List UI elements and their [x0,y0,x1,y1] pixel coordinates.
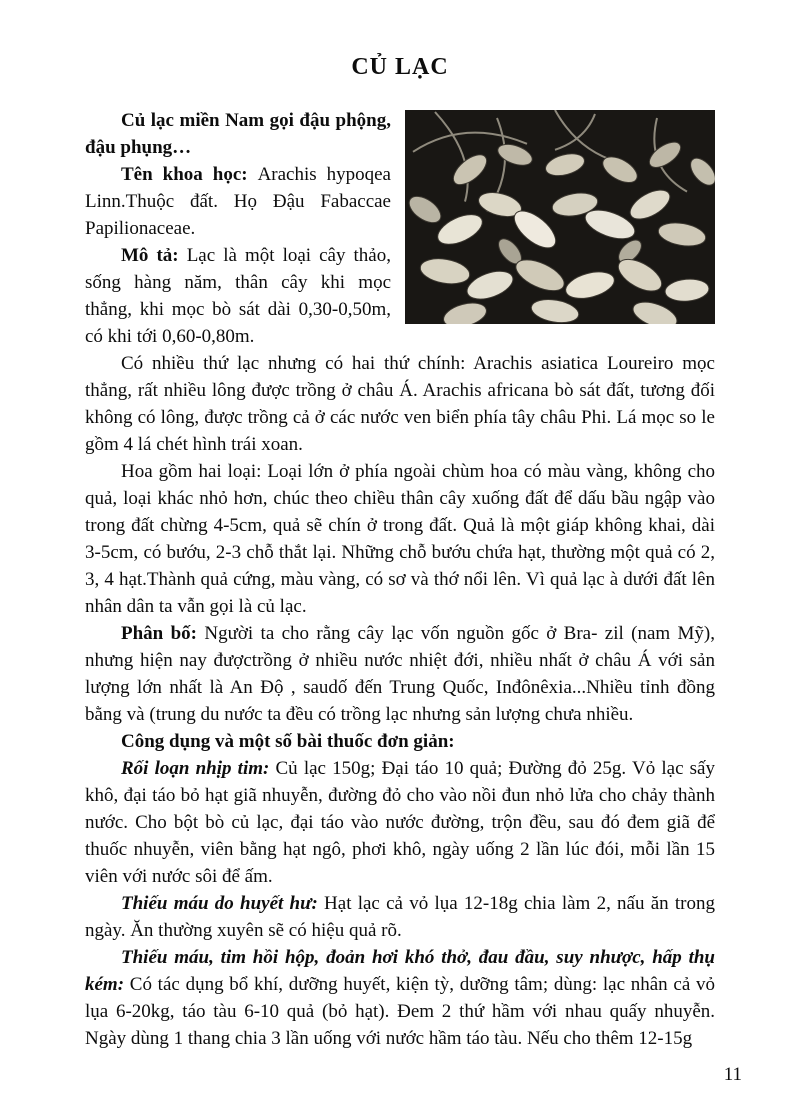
p-roi-loan-nhip-tim [85,755,715,890]
p-thieu-mau-tim-hoi-hop-lead: Thiếu máu, tim hồi hộp, đoản hơi khó thở, đau đầu, suy nhược, hấp thụ kém: [85,947,715,995]
p-mo-ta-text: Lạc là một loại cây thảo, sống hàng năm, thân cây khi mọc thẳng, khi mọc bò sát dài 0,30-0,50m, có khi tới 0,60-0,80m. [85,245,391,347]
page-title: CỦ LẠC [351,54,449,80]
p-mo-ta-lead: Mô tả: [121,245,187,266]
p-ten-khoa-hoc-text: Arachis hypoqea Linn.Thuộc đất. Họ Đậu Fabaccae Papilionaceae. [85,164,391,239]
p-cac-thu-lac-text: Có nhiều thứ lạc nhưng có hai thứ chính: Arachis asiatica Loureiro mọc thẳng, rất nhiều lông được trồng ở châu Á. Arachis africana bò sát đất, tương đối không có lông, được trồng cả ở các nước ven biển phía tây châu Phi. Lá mọc so le gồm 4 lá chét hình trái xoan. [85,353,715,455]
p-hoa-qua-text: Hoa gồm hai loại: Loại lớn ở phía ngoài chùm hoa có màu vàng, không cho quả, loại khác nhỏ hơn, chúc theo chiều thân cây xuống đất để dấu bầu ngập vào trong đất chừng 4-5cm, quả sẽ chín ở trong đất. Quả là một giáp không khai, dài 3-5cm, có bướu, 2-3 chỗ thắt lại. Những chỗ bướu chứa hạt, thường một quả có 2, 3, 4 hạt.Thành quả cứng, màu vàng, có sơ và thớ nổi lên. Vì quả lạc à dưới đất lên nhân dân ta vẫn gọi là củ lạc. [85,461,715,617]
p-thieu-mau-tim-hoi-hop [85,944,715,1052]
page-body [85,107,715,1052]
p-intro-lead: Củ lạc miền Nam gọi đậu phộng, đậu phụng… [85,110,391,158]
p-thieu-mau-huyet-hu [85,890,715,944]
p-thieu-mau-tim-hoi-hop-text: Có tác dụng bổ khí, dưỡng huyết, kiện tỳ, dưỡng tâm; dùng: lạc nhân cả vỏ lụa 6-20kg, táo tàu 6-10 quả (bỏ hạt). Đem 2 thứ hầm với nhau quấy nhuyễn. Ngày dùng 1 thang chia 3 lần uống với nước hầm táo tàu. Nếu cho thêm 12-15g [85,974,715,1049]
peanut-photo [405,110,715,324]
p-phan-bo-lead: Phân bố: [121,623,205,644]
peanut-photo-graphic [405,110,715,324]
p-hoa-qua [85,458,715,620]
p-cong-dung-heading-text: Công dụng và một số bài thuốc đơn giản: [121,731,455,752]
p-ten-khoa-hoc-lead: Tên khoa học: [121,164,258,185]
p-cac-thu-lac [85,350,715,458]
p-thieu-mau-huyet-hu-text: Hạt lạc cả vỏ lụa 12-18g chia làm 2, nấu ăn trong ngày. Ăn thường xuyên sẽ có hiệu quả rõ. [85,893,715,941]
p-phan-bo [85,620,715,728]
p-thieu-mau-huyet-hu-lead: Thiếu máu do huyết hư: [121,893,325,914]
p-roi-loan-nhip-tim-text: Củ lạc 150g; Đại táo 10 quả; Đường đỏ 25g. Vỏ lạc sấy khô, đại táo bỏ hạt giã nhuyễn, đường đỏ cho vào nồi đun nhỏ lửa cho chảy thành nước. Cho bột bò củ lạc, đại táo vào nước đường, trộn đều, sau đó đem giã để thuốc nhuyễn, viên bằng hạt ngô, phơi khô, ngày uống 2 lần lúc đói, mỗi lần 15 viên với nước sôi để ấm. [85,758,715,887]
p-roi-loan-nhip-tim-lead: Rối loạn nhịp tim: [121,758,276,779]
p-phan-bo-text: Người ta cho rằng cây lạc vốn nguồn gốc ở Bra- zil (nam Mỹ), nhưng hiện nay đượctrồng ở nhiều nước nhiệt đới, nhiều nhất ở châu Á với sản lượng lớn nhất là An Độ , saudố đến Trung Quốc, Inđônêxia...Nhiều tỉnh đồng bằng và (trung du nước ta đều có trồng lạc nhưng sản lượng chưa nhiều. [85,623,715,725]
page-number: 11 [723,1064,742,1085]
p-cong-dung-heading [85,728,715,755]
